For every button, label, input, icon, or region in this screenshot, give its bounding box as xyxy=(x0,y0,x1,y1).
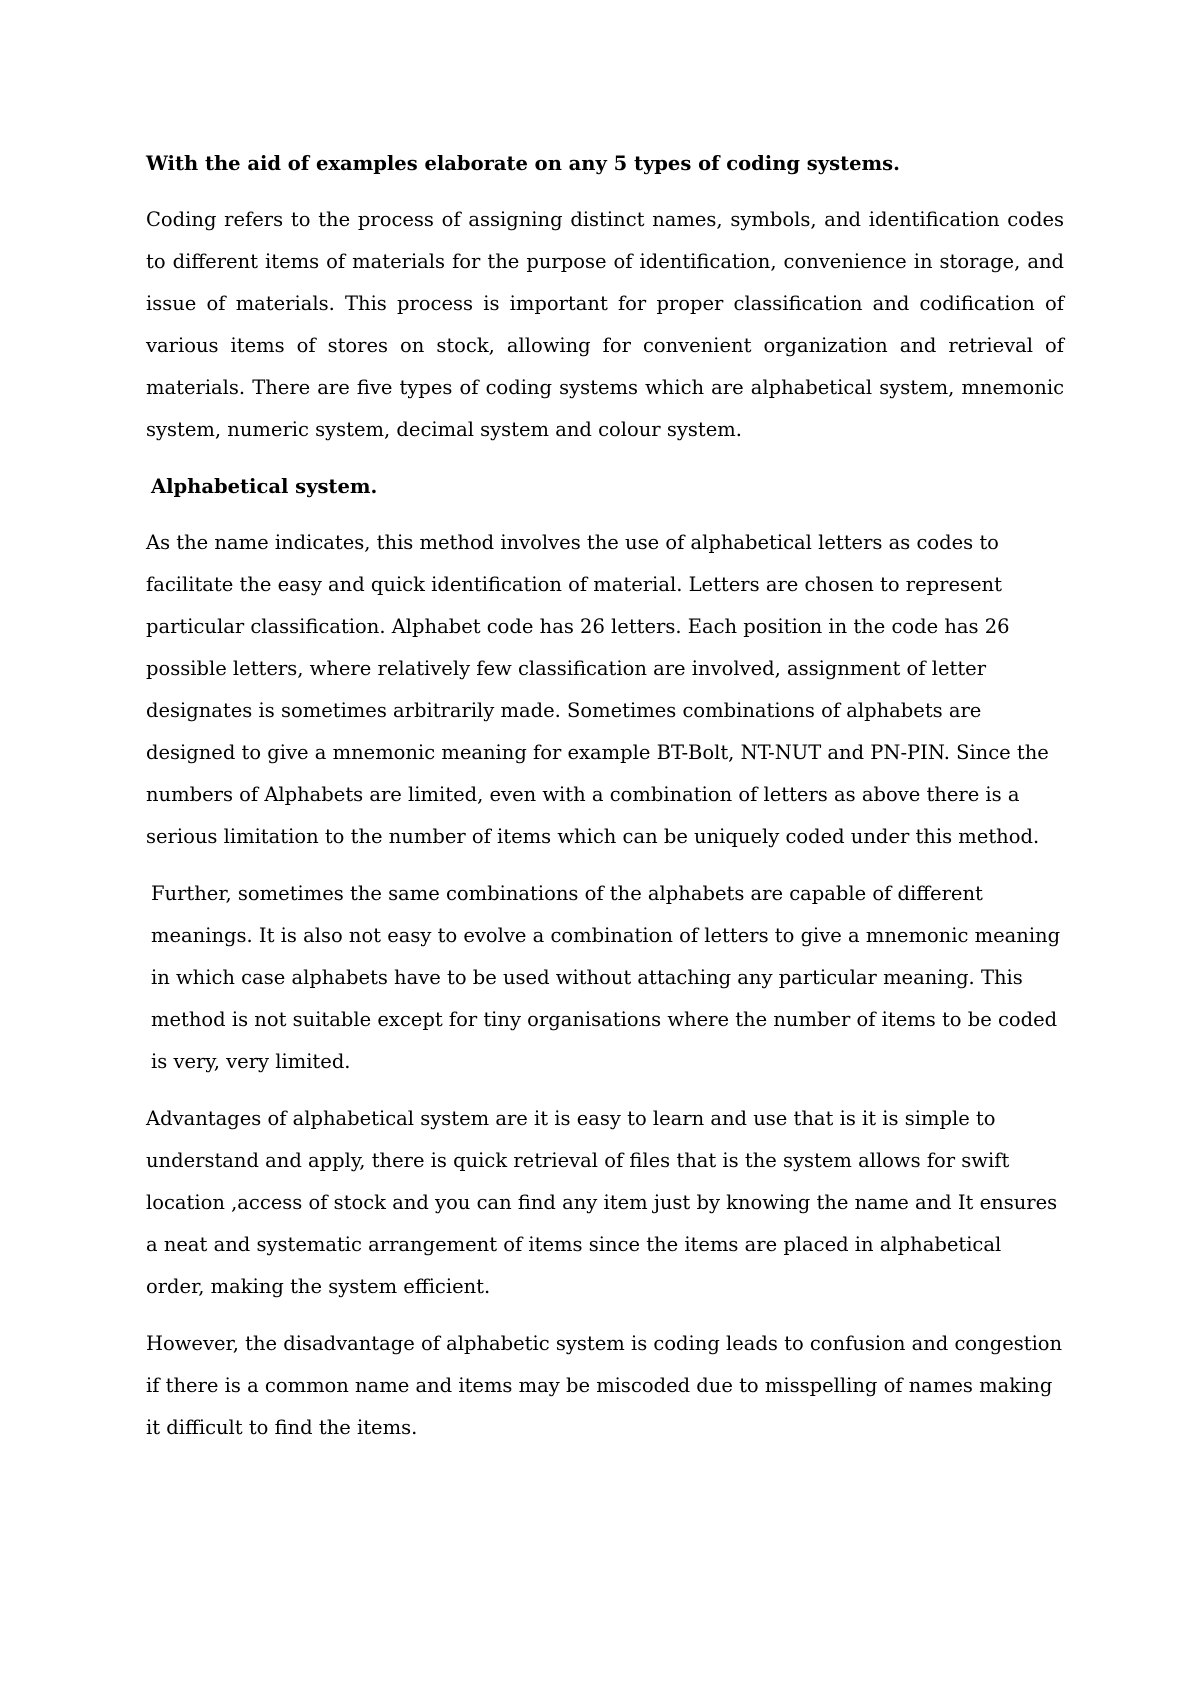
paragraph-further-limitations: Further, sometimes the same combinations of the alphabets are capable of different meanings. It is also not easy to evolve a combination of letters to give a mnemonic meaning in which case alphabets have to be used without attaching any particular meaning. This method is not suitable except for tiny organisations where the number of items to be coded is very, very limited. xyxy=(151,882,1061,1073)
document-title: With the aid of examples elaborate on any 5 types of coding systems. xyxy=(146,152,900,175)
section-heading: Alphabetical system. xyxy=(151,475,378,498)
paragraph-advantages: Advantages of alphabetical system are it is easy to learn and use that is it is simple to understand and apply, there is quick retrieval of files that is the system allows for swift location ,access of stock and you can find any item just by knowing the name and It ensures a neat and systematic arrangement of items since the items are placed in alphabetical order, making the system efficient. xyxy=(146,1107,1058,1298)
document-body xyxy=(146,143,1064,1464)
intro-paragraph: Coding refers to the process of assigning distinct names, symbols, and identification codes to different items of materials for the purpose of identification, convenience in storage, and issue of materials. This process is important for proper classification and codification of various items of stores on stock, allowing for convenient organization and retrieval of materials. There are five types of coding systems which are alphabetical system, mnemonic system, numeric system, decimal system and colour system. xyxy=(146,208,1064,441)
paragraph-alphabetical-description: As the name indicates, this method involves the use of alphabetical letters as codes to facilitate the easy and quick identification of material. Letters are chosen to represent particular classification. Alphabet code has 26 letters. Each position in the code has 26 possible letters, where relatively few classification are involved, assignment of letter designates is sometimes arbitrarily made. Sometimes combinations of alphabets are designed to give a mnemonic meaning for example BT-Bolt, NT-NUT and PN-PIN. Since the numbers of Alphabets are limited, even with a combination of letters as above there is a serious limitation to the number of items which can be uniquely coded under this method. xyxy=(146,531,1049,848)
paragraph-disadvantages: However, the disadvantage of alphabetic system is coding leads to confusion and congestion if there is a common name and items may be miscoded due to misspelling of names making it difficult to find the items. xyxy=(146,1332,1063,1439)
